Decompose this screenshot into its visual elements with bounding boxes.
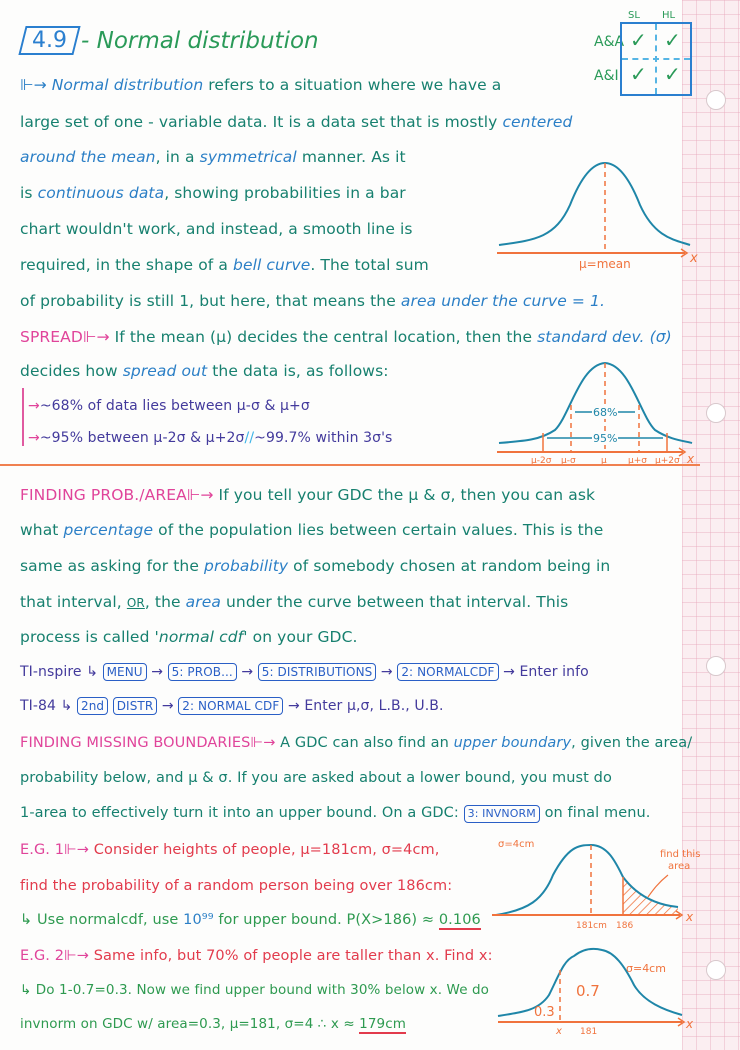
text: Same info, but 70% of people are taller than x. Find x: [89, 948, 493, 964]
svg-text:area: area [668, 861, 691, 872]
term: upper boundary [453, 735, 572, 751]
text: invnorm on GDC w/ area=0.3, μ=181, σ=4 ∴ x ≈ [20, 1016, 360, 1032]
svg-text:μ+σ: μ+σ [628, 456, 647, 466]
text: , the [144, 593, 186, 611]
finding-prob-line [20, 521, 603, 539]
key-menu: MENU [103, 663, 147, 681]
term: around the mean [20, 148, 156, 166]
text: the data is, as follows: [207, 362, 389, 380]
bullet-68: →~68% of data lies between μ-σ & μ+σ [28, 398, 310, 414]
text: , in a [155, 148, 200, 166]
term: area [185, 593, 221, 611]
text: for upper bound. P(X>186) ≈ [213, 912, 439, 928]
missing-bounds-line: probability below, and μ & σ. If you are asked about a lower bound, you must do [20, 770, 612, 786]
svg-text:0.3: 0.3 [534, 1005, 555, 1020]
text: → Enter μ,σ, L.B., U.B. [287, 698, 444, 714]
marker-icon: ⊩→ [64, 948, 90, 964]
finding-prob-line [20, 557, 610, 575]
intro-line [20, 148, 406, 166]
text: → Enter info [503, 664, 589, 680]
svg-text:x: x [556, 1026, 562, 1037]
bullet-bracket [22, 388, 24, 446]
example2-label: E.G. 2 [20, 948, 65, 964]
separator-mark: // [244, 430, 255, 446]
term: area under the curve = 1. [400, 292, 605, 310]
svg-text:x: x [686, 1017, 694, 1031]
level-check-grid [620, 22, 692, 96]
text: that interval, [20, 593, 127, 611]
text: Consider heights of people, μ=181cm, σ=4cm, [89, 842, 440, 858]
text: decides how [20, 362, 123, 380]
intro-line [20, 292, 605, 310]
text: large set of one - variable data. It is a data set that is mostly [20, 113, 503, 131]
answer-value: 179cm [359, 1016, 407, 1032]
finding-prob-line [20, 486, 595, 504]
bullet-95: →~95% between μ-2σ & μ+2σ//~99.7% within 3σ's [28, 430, 393, 446]
spread-chart [495, 355, 695, 465]
text: ~68% of data lies between μ-σ & μ+σ [39, 398, 310, 414]
key-distributions: 5: DISTRIBUTIONS [258, 663, 377, 681]
example1-label: E.G. 1 [20, 842, 65, 858]
example2-line [20, 948, 493, 964]
svg-text:x: x [686, 910, 694, 924]
marker-icon: ⊩→ [82, 328, 110, 346]
text: same as asking for the [20, 557, 204, 575]
intro-line [20, 184, 406, 202]
spread-line [20, 328, 672, 346]
section-number: 4.9 [32, 28, 67, 53]
title-text: - Normal distribution [81, 27, 319, 54]
intro-line [20, 113, 572, 131]
text: ↳ Use normalcdf, use [20, 912, 184, 928]
example2-solution: ↳ Do 1-0.7=0.3. Now we find upper bound with 30% below x. We do [20, 982, 490, 998]
key-normal-cdf: 2: NORMAL CDF [178, 697, 283, 715]
svg-text:μ+2σ: μ+2σ [655, 456, 680, 466]
punch-hole [706, 656, 726, 676]
text: required, in the shape of a [20, 256, 234, 274]
label-95: 95% [593, 432, 618, 445]
grid-row-ai: A&I [594, 68, 619, 84]
check-icon: ✓ [630, 28, 647, 52]
intro-line [20, 256, 429, 274]
text: what [20, 521, 64, 539]
marker-icon: ⊩→ [64, 842, 90, 858]
key-prob: 5: PROB... [168, 663, 237, 681]
text: If the mean (μ) decides the central location, then the [109, 328, 538, 346]
missing-bounds-line [20, 735, 692, 751]
term: centered [502, 113, 573, 131]
text: refers to a situation where we have a [203, 76, 502, 94]
svg-text:σ=4cm: σ=4cm [498, 839, 535, 850]
term: 'normal cdf' [154, 628, 248, 646]
calculator-label: TI-nspire [20, 664, 82, 680]
text: If you tell your GDC the μ & σ, then you can ask [213, 486, 596, 504]
grid-row-aa: A&A [594, 34, 625, 50]
key-invnorm: 3: INVNORM [464, 805, 540, 823]
key-distr: DISTR [113, 697, 158, 715]
term: bell curve [233, 256, 311, 274]
example2-solution [20, 1016, 406, 1032]
text: chart wouldn't work, and instead, a smooth line is [20, 220, 413, 238]
power-value: 10⁹⁹ [183, 912, 214, 928]
spread-label: SPREAD [20, 328, 83, 346]
svg-text:186: 186 [616, 921, 634, 931]
finding-prob-line [20, 593, 568, 611]
svg-text:σ=4cm: σ=4cm [626, 962, 666, 975]
text: , given the area/ [571, 735, 693, 751]
key-normalcdf: 2: NORMALCDF [397, 663, 498, 681]
check-icon: ✓ [664, 28, 681, 52]
text: of somebody chosen at random being in [288, 557, 611, 575]
text: , showing probabilities in a bar [164, 184, 406, 202]
spread-line [20, 362, 389, 380]
term: spread out [122, 362, 208, 380]
term: probability [204, 557, 289, 575]
text: A GDC can also find an [275, 735, 454, 751]
text: under the curve between that interval. This [220, 593, 569, 611]
missing-bounds-label: FINDING MISSING BOUNDARIES [20, 735, 251, 751]
intro-line [20, 76, 501, 94]
page-title [22, 26, 319, 55]
grid-col-sl: SL [628, 10, 640, 21]
intro-line [20, 220, 413, 238]
svg-text:μ-2σ: μ-2σ [531, 456, 552, 466]
check-icon: ✓ [664, 62, 681, 86]
example1-solution [20, 912, 481, 928]
example1-line: find the probability of a random person being over 186cm: [20, 878, 453, 894]
text: of the population lies between certain values. This is the [153, 521, 604, 539]
term: standard dev. (σ) [537, 328, 672, 346]
text: ~95% between μ-2σ & μ+2σ [39, 430, 245, 446]
term: continuous data [37, 184, 165, 202]
or-text: OR [126, 596, 145, 610]
punch-hole [706, 403, 726, 423]
x-axis-label: x [690, 251, 698, 266]
text: ~99.7% within 3σ's [254, 430, 393, 446]
punch-hole [706, 960, 726, 980]
answer-value: 0.106 [438, 912, 481, 928]
finding-prob-label: FINDING PROB./AREA [20, 486, 187, 504]
check-icon: ✓ [630, 62, 647, 86]
svg-text:181: 181 [580, 1027, 598, 1037]
svg-text:x: x [687, 452, 695, 466]
punch-hole [706, 90, 726, 110]
bell-curve-chart [495, 160, 698, 271]
grid-col-hl: HL [662, 10, 676, 21]
text: . The total sum [310, 256, 429, 274]
key-2nd: 2nd [77, 697, 108, 715]
mean-label: μ=mean [579, 257, 631, 271]
marker-icon: ⊩→ [250, 735, 276, 751]
missing-bounds-line [20, 805, 651, 823]
section-number-box [18, 26, 80, 55]
text: manner. As it [296, 148, 406, 166]
term: symmetrical [199, 148, 297, 166]
svg-text:0.7: 0.7 [576, 982, 600, 1000]
text: on final menu. [544, 805, 651, 821]
marker-icon: ⊩→ [186, 486, 214, 504]
ti-nspire-steps: TI-nspire ↳ MENU → 5: PROB... → 5: DISTRIBUTIONS → 2: NORMALCDF → Enter info [20, 664, 589, 680]
example2-chart [494, 940, 699, 1035]
text: process is called [20, 628, 155, 646]
marker-icon: ⊩→ [20, 76, 47, 94]
svg-text:181cm: 181cm [576, 921, 607, 931]
svg-text:μ-σ: μ-σ [561, 456, 576, 466]
label-68: 68% [593, 406, 618, 419]
finding-prob-line [20, 628, 358, 646]
text: on your GDC. [247, 628, 358, 646]
svg-text:find this: find this [660, 849, 701, 860]
ti-84-steps: TI-84 ↳ 2nd DISTR → 2: NORMAL CDF → Enter μ,σ, L.B., U.B. [20, 698, 444, 714]
calculator-label: TI-84 [20, 698, 57, 714]
term: percentage [63, 521, 154, 539]
example1-line [20, 842, 440, 858]
example1-chart [488, 835, 701, 931]
term: Normal distribution [51, 76, 204, 94]
section-divider [0, 464, 700, 466]
text: is [20, 184, 38, 202]
text: of probability is still 1, but here, that means the [20, 292, 401, 310]
svg-text:μ: μ [601, 456, 607, 466]
text: 1-area to effectively turn it into an upper bound. On a GDC: [20, 805, 459, 821]
